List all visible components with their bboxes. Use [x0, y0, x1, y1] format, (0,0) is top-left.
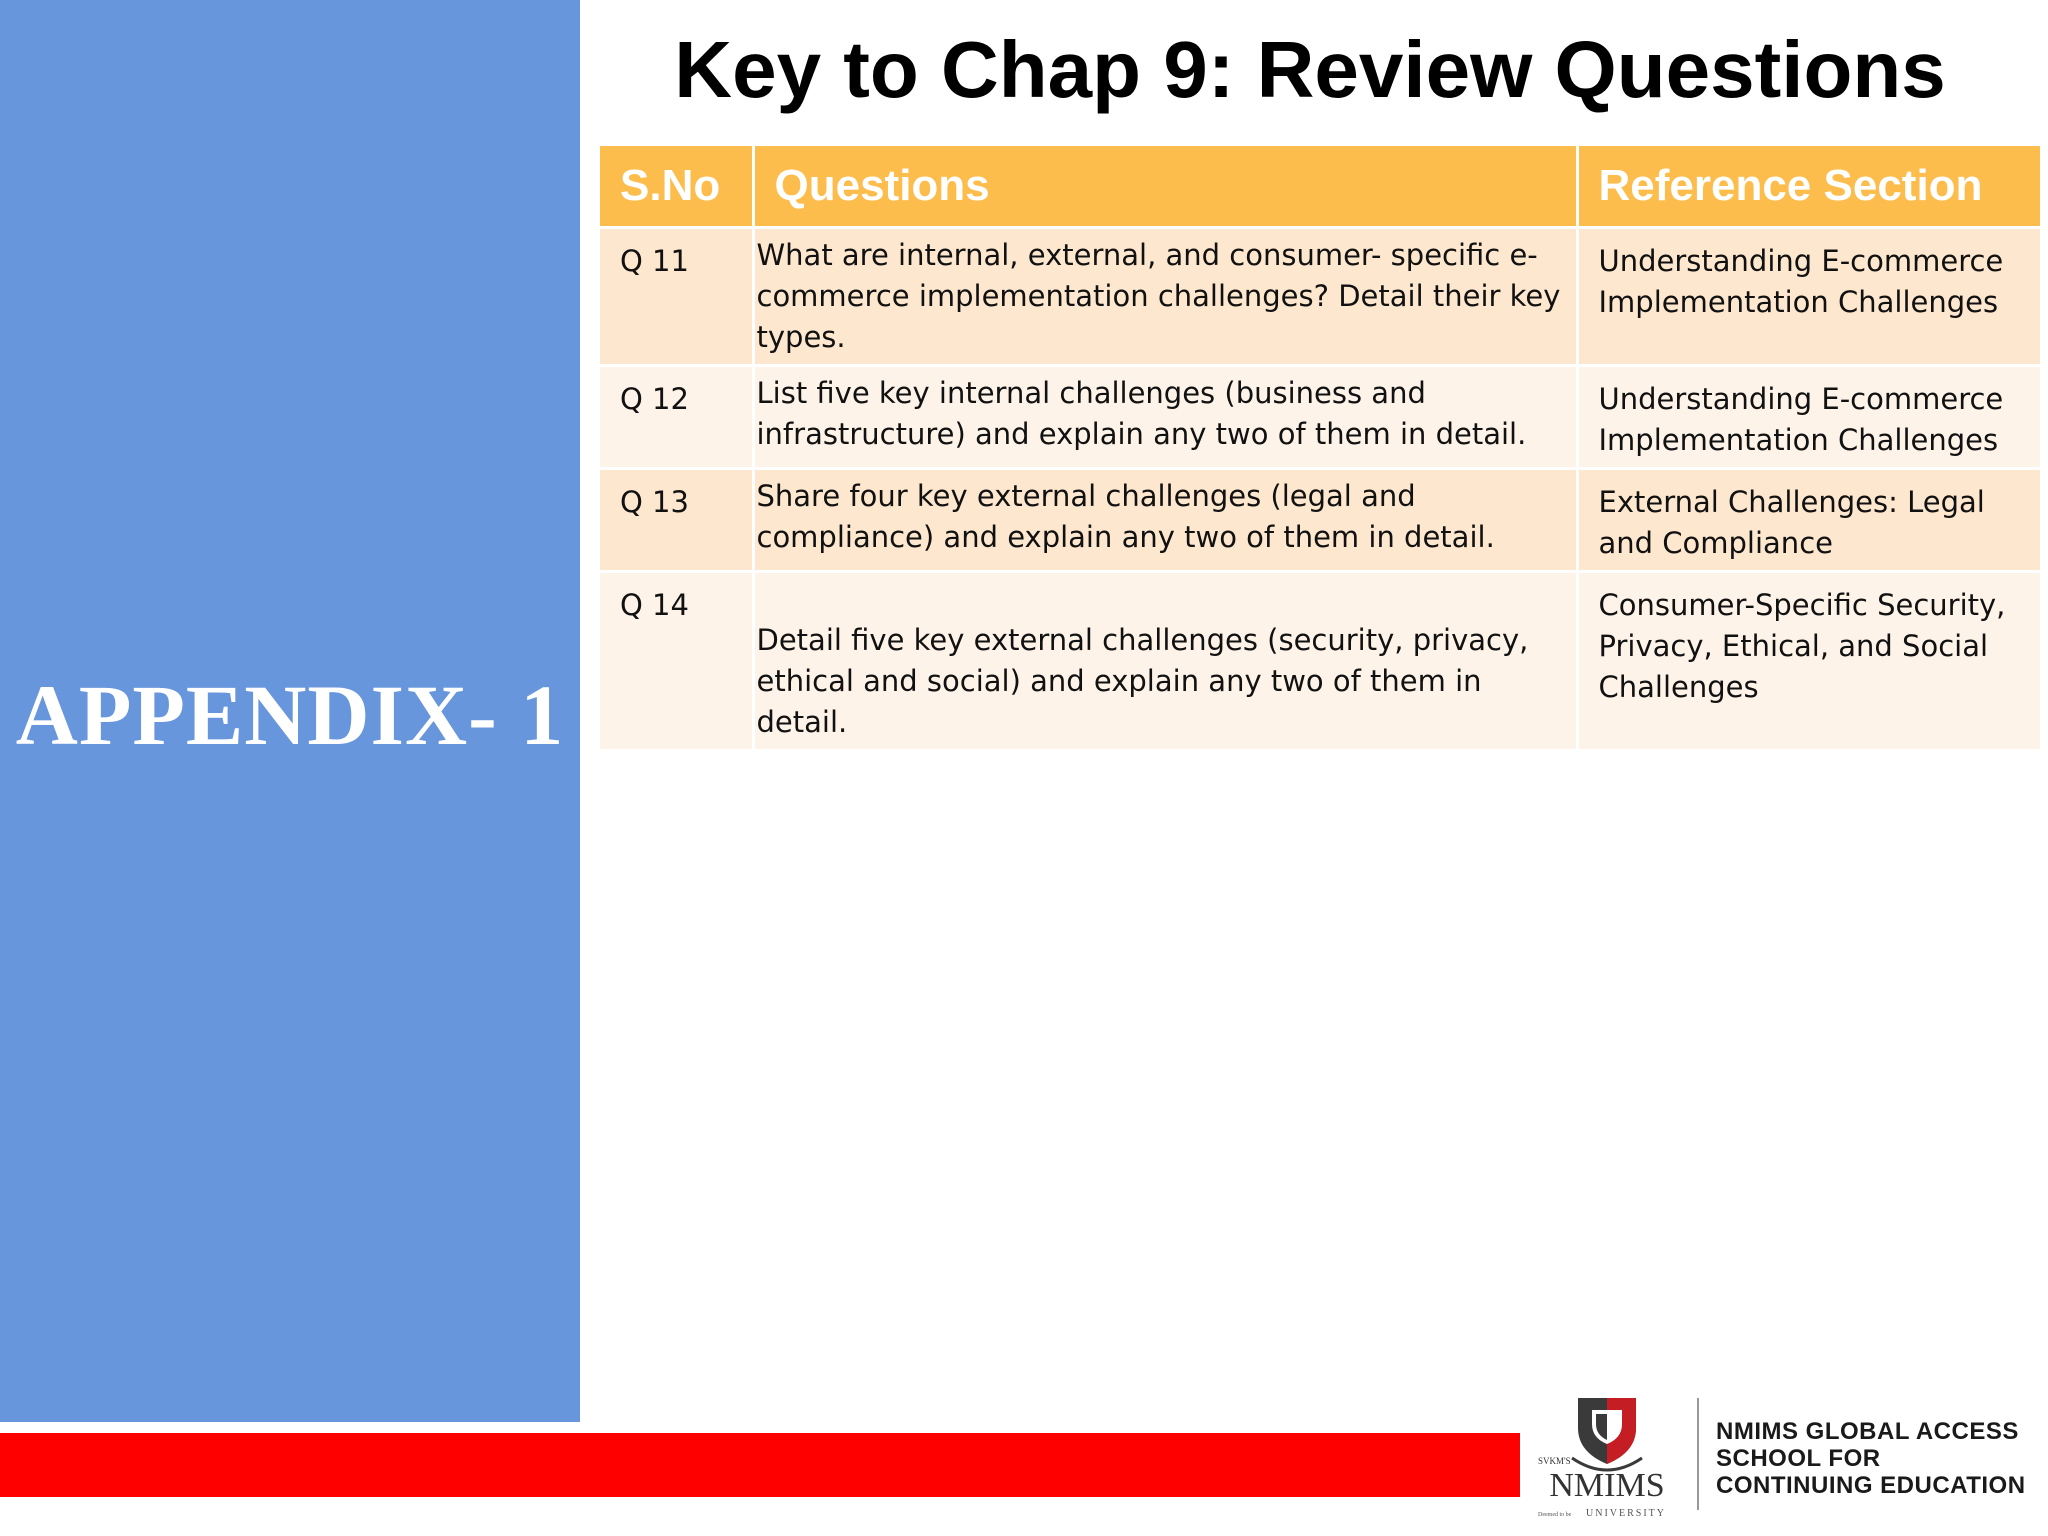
- cell-question: Share four key external challenges (legal and compliance) and explain any two of them in detail.: [753, 469, 1577, 572]
- school-name-line: SCHOOL FOR: [1716, 1445, 1881, 1472]
- cell-sno: Q 11: [600, 228, 753, 366]
- review-questions-table: [600, 146, 2040, 749]
- school-name-line: NMIMS GLOBAL ACCESS: [1716, 1418, 2019, 1445]
- cell-question: Detail five key external challenges (security, privacy, ethical and social) and explain any two of them in detail.: [753, 572, 1577, 750]
- cell-reference: Consumer-Specific Security, Privacy, Ethical, and Social Challenges: [1577, 572, 2040, 750]
- table-header-row: [600, 146, 2040, 228]
- cell-question: List five key internal challenges (business and infrastructure) and explain any two of them in detail.: [753, 366, 1577, 469]
- cell-reference: Understanding E-commerce Implementation Challenges: [1577, 366, 2040, 469]
- appendix-label: APPENDIX- 1: [15, 667, 565, 763]
- cell-sno: Q 14: [600, 572, 753, 750]
- logo-wordmark: NMIMS: [1549, 1467, 1665, 1504]
- cell-sno: Q 13: [600, 469, 753, 572]
- table-row: [600, 572, 2040, 750]
- page-title: Key to Chap 9: Review Questions: [674, 25, 1946, 114]
- logo-suffix: UNIVERSITY: [1586, 1508, 1666, 1519]
- footer-red-bar: [0, 1433, 1520, 1497]
- school-name: [1716, 1418, 2026, 1499]
- logo-prefix: SVKM'S: [1538, 1456, 1571, 1466]
- logo-divider: [1697, 1398, 1699, 1510]
- shield-icon: [1572, 1398, 1642, 1470]
- header-reference-section: Reference Section: [1577, 146, 2040, 228]
- school-name-line: CONTINUING EDUCATION: [1716, 1472, 2026, 1499]
- logo-tagline: Deemed to be: [1538, 1512, 1572, 1518]
- cell-sno: Q 12: [600, 366, 753, 469]
- header-questions: Questions: [753, 146, 1577, 228]
- cell-reference: Understanding E-commerce Implementation Challenges: [1577, 228, 2040, 366]
- nmims-logo: [1532, 1392, 1682, 1520]
- table-row: [600, 469, 2040, 572]
- table-row: [600, 366, 2040, 469]
- cell-question: What are internal, external, and consumer- specific e-commerce implementation challenges? Detail their key types.: [753, 228, 1577, 366]
- header-sno: S.No: [600, 146, 753, 228]
- table-row: [600, 228, 2040, 366]
- cell-reference: External Challenges: Legal and Compliance: [1577, 469, 2040, 572]
